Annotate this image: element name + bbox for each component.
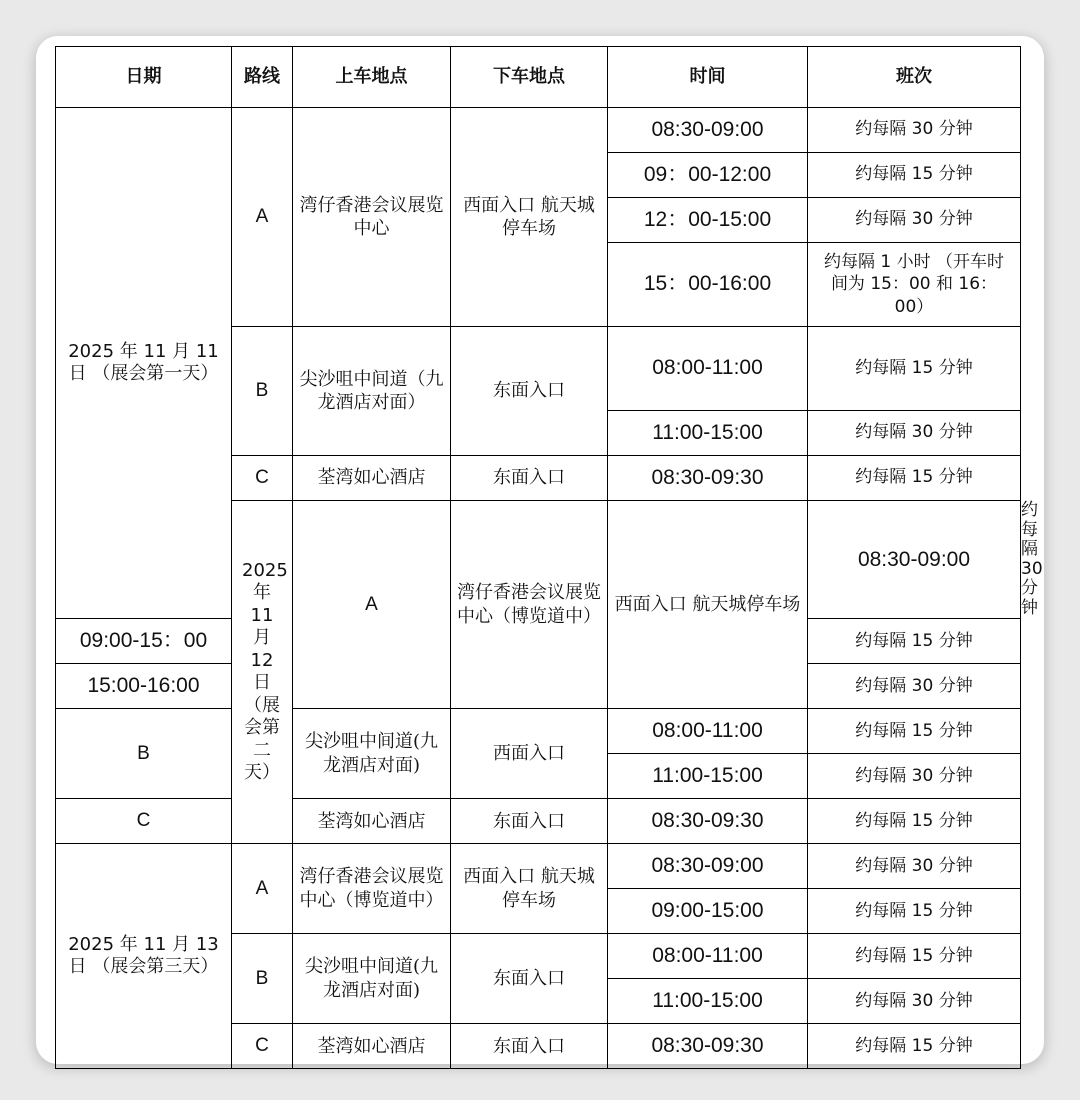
header-date: 日期: [56, 47, 232, 108]
time-cell: 08:30-09:30: [608, 456, 808, 501]
pickup-cell: 荃湾如心酒店: [293, 456, 451, 501]
dropoff-cell: 东面入口: [451, 799, 608, 844]
time-cell: 08:00-11:00: [608, 709, 808, 754]
frequency-cell: 约每隔 15 分钟: [808, 934, 1021, 979]
time-cell: 08:00-11:00: [608, 327, 808, 411]
frequency-cell: 约每隔 30 分钟: [808, 979, 1021, 1024]
route-cell: C: [56, 799, 232, 844]
frequency-cell: 约每隔 30 分钟: [808, 411, 1021, 456]
header-route: [232, 47, 293, 108]
header-time: 时间: [608, 47, 808, 108]
header-dropoff: 下车地点: [451, 47, 608, 108]
time-cell: 15：00-16:00: [608, 243, 808, 327]
pickup-cell: 荃湾如心酒店: [293, 1024, 451, 1069]
pickup-cell: 尖沙咀中间道（九龙酒店对面）: [293, 327, 451, 456]
table-row: [56, 844, 1021, 889]
frequency-cell: 约每隔 30 分钟: [808, 844, 1021, 889]
dropoff-cell: 西面入口 航天城停车场: [451, 844, 608, 934]
route-cell: A: [293, 501, 451, 709]
dropoff-cell: 东面入口: [451, 934, 608, 1024]
table-row: [56, 709, 1021, 754]
time-cell: 08:30-09:30: [608, 799, 808, 844]
date-cell: 2025 年 11 月 12 日 （展会第二天）: [232, 501, 293, 844]
dropoff-cell: 东面入口: [451, 1024, 608, 1069]
frequency-cell: 约每隔 30 分钟: [808, 198, 1021, 243]
header-frequency: 班次: [808, 47, 1021, 108]
date-cell: 2025 年 11 月 11 日 （展会第一天）: [56, 108, 232, 619]
time-cell: 08:30-09:00: [808, 501, 1021, 619]
time-cell: 08:30-09:00: [608, 844, 808, 889]
time-cell: 11:00-15:00: [608, 411, 808, 456]
frequency-cell: 约每隔 15 分钟: [808, 799, 1021, 844]
route-cell: A: [232, 108, 293, 327]
route-cell: C: [232, 1024, 293, 1069]
pickup-cell: 荃湾如心酒店: [293, 799, 451, 844]
frequency-cell: 约每隔 15 分钟: [808, 456, 1021, 501]
route-cell: B: [232, 934, 293, 1024]
time-cell: 08:00-11:00: [608, 934, 808, 979]
pickup-cell: 尖沙咀中间道(九龙酒店对面): [293, 934, 451, 1024]
time-cell: 11:00-15:00: [608, 754, 808, 799]
frequency-cell: 约每隔 1 小时 （开车时间为 15：00 和 16：00）: [808, 243, 1021, 327]
time-cell: 09：00-12:00: [608, 153, 808, 198]
route-cell: A: [232, 844, 293, 934]
time-cell: 09:00-15:00: [608, 889, 808, 934]
time-cell: 08:30-09:00: [608, 108, 808, 153]
route-cell: B: [232, 327, 293, 456]
frequency-cell: 约每隔 15 分钟: [808, 619, 1021, 664]
frequency-cell: 约每隔 15 分钟: [808, 153, 1021, 198]
table-header-row: [56, 47, 1021, 108]
frequency-cell: 约每隔 15 分钟: [808, 327, 1021, 411]
header-pickup: 上车地点: [293, 47, 451, 108]
time-cell: 12：00-15:00: [608, 198, 808, 243]
frequency-cell: 约每隔 30 分钟: [808, 108, 1021, 153]
time-cell: 15:00-16:00: [56, 664, 232, 709]
pickup-cell: 湾仔香港会议展览中心（博览道中）: [451, 501, 608, 709]
pickup-cell: 湾仔香港会议展览中心（博览道中）: [293, 844, 451, 934]
dropoff-cell: 西面入口: [451, 709, 608, 799]
shuttle-schedule-table: [55, 46, 1021, 1069]
dropoff-cell: 东面入口: [451, 327, 608, 456]
frequency-cell: 约每隔 15 分钟: [808, 1024, 1021, 1069]
date-cell: 2025 年 11 月 13 日 （展会第三天）: [56, 844, 232, 1069]
pickup-cell: 湾仔香港会议展览中心: [293, 108, 451, 327]
table-row: [56, 108, 1021, 153]
time-cell: 11:00-15:00: [608, 979, 808, 1024]
frequency-cell: 约每隔 30 分钟: [808, 754, 1021, 799]
dropoff-cell: 西面入口 航天城停车场: [608, 501, 808, 709]
time-cell: 08:30-09:30: [608, 1024, 808, 1069]
time-cell: 09:00-15：00: [56, 619, 232, 664]
frequency-cell: 约每隔 30 分钟: [808, 664, 1021, 709]
dropoff-cell: 西面入口 航天城停车场: [451, 108, 608, 327]
frequency-cell: 约每隔 15 分钟: [808, 709, 1021, 754]
pickup-cell: 尖沙咀中间道(九龙酒店对面): [293, 709, 451, 799]
table-row: [56, 799, 1021, 844]
frequency-cell: 约每隔 15 分钟: [808, 889, 1021, 934]
route-cell: B: [56, 709, 232, 799]
route-cell: C: [232, 456, 293, 501]
header-route-text: 路线: [244, 65, 280, 87]
dropoff-cell: 东面入口: [451, 456, 608, 501]
